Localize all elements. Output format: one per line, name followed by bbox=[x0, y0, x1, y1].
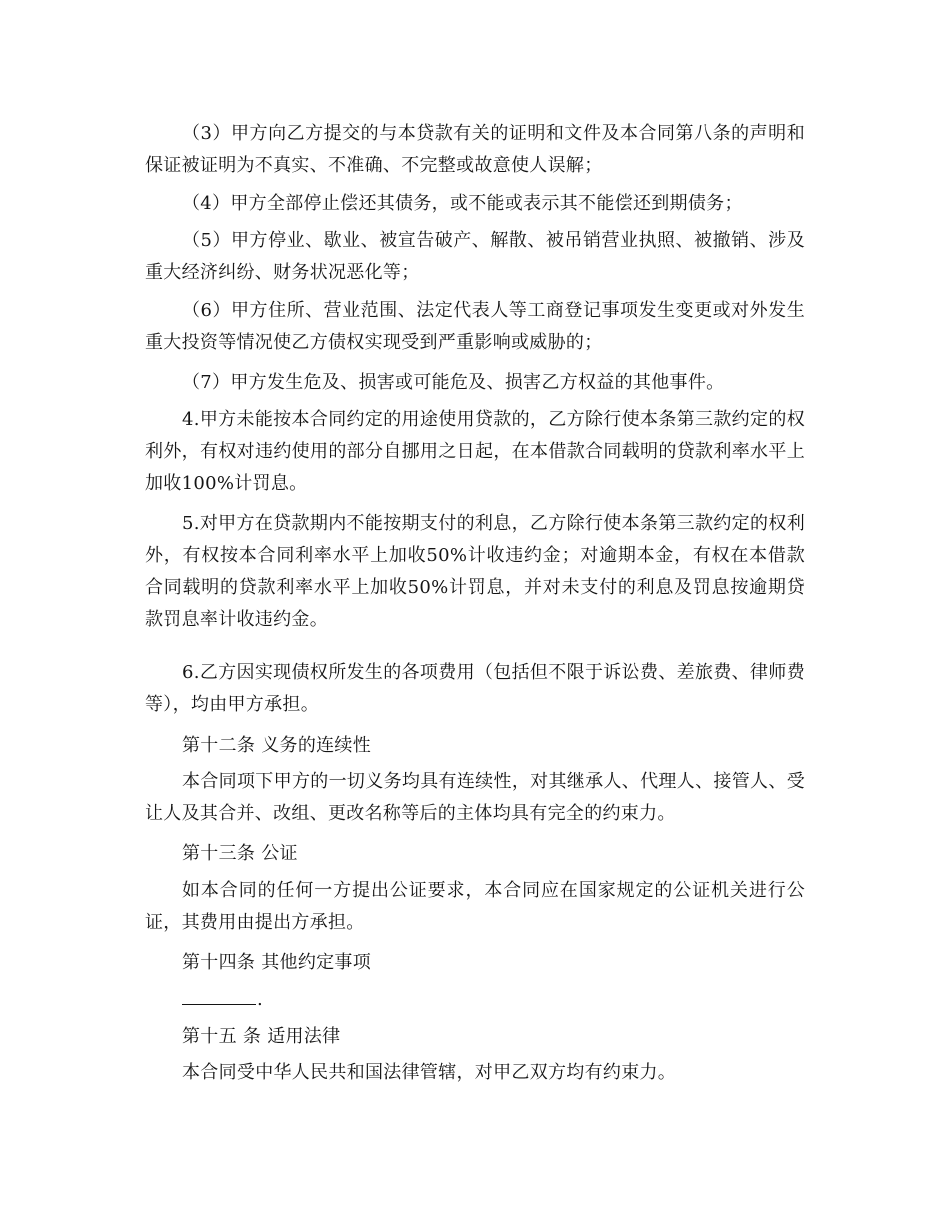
article-12-body: 本合同项下甲方的一切义务均具有连续性，对其继承人、代理人、接管人、受让人及其合并、改组、更改名称等后的主体均具有完全的约束力。 bbox=[145, 771, 805, 824]
article-15-heading: 第十五 条 适用法律 bbox=[182, 1026, 341, 1047]
clause-item-4: （4）甲方全部停止偿还其债务，或不能或表示其不能偿还到期债务； bbox=[182, 193, 743, 214]
article-13-heading: 第十三条 公证 bbox=[182, 843, 298, 864]
article-12-heading: 第十二条 义务的连续性 bbox=[182, 735, 372, 756]
clause-paragraph-5: 5.对甲方在贷款期内不能按期支付的利息，乙方除行使本条第三款约定的权利外，有权按本合同利率水平上加收50%计收违约金；对逾期本金，有权在本借款合同载明的贷款利率水平上加收50%计罚息，并对未支付的利息及罚息按逾期贷款罚息率计收违约金。 bbox=[145, 513, 805, 630]
article-13-body: 如本合同的任何一方提出公证要求，本合同应在国家规定的公证机关进行公证，其费用由提出方承担。 bbox=[145, 880, 805, 933]
article-14-heading: 第十四条 其他约定事项 bbox=[182, 952, 372, 973]
clause-item-7: （7）甲方发生危及、损害或可能危及、损害乙方权益的其他事件。 bbox=[182, 372, 725, 393]
clause-paragraph-4: 4.甲方未能按本合同约定的用途使用贷款的，乙方除行使本条第三款约定的权利外，有权对违约使用的部分自挪用之日起，在本借款合同载明的贷款利率水平上加收100%计罚息。 bbox=[145, 409, 805, 494]
article-14-blank-line bbox=[145, 984, 805, 1016]
clause-item-6: （6）甲方住所、营业范围、法定代表人等工商登记事项发生变更或对外发生重大投资等情况使乙方债权实现受到严重影响或威胁的； bbox=[145, 300, 805, 353]
blank-terminator: . bbox=[257, 989, 264, 1010]
clause-paragraph-6: 6.乙方因实现债权所发生的各项费用（包括但不限于诉讼费、差旅费、律师费等），均由甲方承担。 bbox=[145, 662, 805, 715]
clause-item-5: （5）甲方停业、歇业、被宣告破产、解散、被吊销营业执照、被撤销、涉及重大经济纠纷、财务状况恶化等； bbox=[145, 230, 805, 283]
article-15-body: 本合同受中华人民共和国法律管辖，对甲乙双方均有约束力。 bbox=[182, 1062, 677, 1083]
clause-item-3: （3）甲方向乙方提交的与本贷款有关的证明和文件及本合同第八条的声明和保证被证明为不真实、不准确、不完整或故意使人误解； bbox=[145, 123, 805, 176]
fill-in-blank bbox=[182, 1002, 256, 1005]
